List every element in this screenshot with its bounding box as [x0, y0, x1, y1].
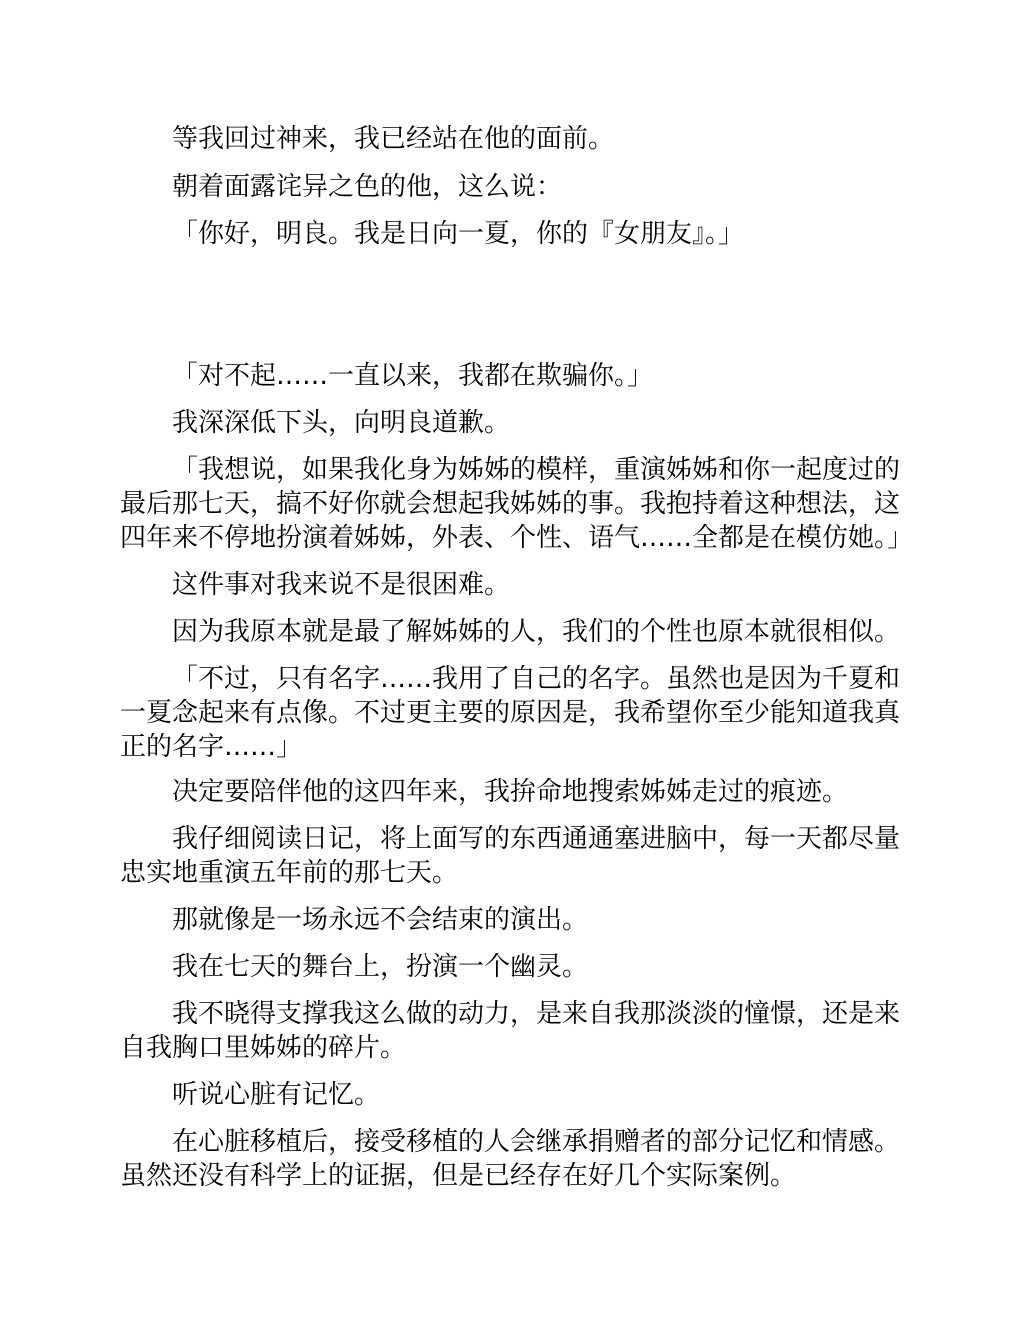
paragraph-9: 「不过，只有名字……我用了自己的名字。虽然也是因为千夏和一夏念起来有点像。不过更主要的原因是，我希望你至少能知道我真正的名字……」 [120, 664, 901, 762]
paragraph-7: 这件事对我来说不是很困难。 [172, 570, 511, 600]
paragraph-5: 我深深低下头，向明良道歉。 [172, 408, 511, 438]
paragraph-3: 「你好，明良。我是日向一夏，你的『女朋友』。」 [172, 219, 745, 249]
paragraph-4: 「对不起……一直以来，我都在欺骗你。」 [172, 361, 654, 391]
paragraph-1: 等我回过神来，我已经站在他的面前。 [172, 124, 615, 154]
paragraph-15: 听说心脏有记忆。 [172, 1080, 381, 1110]
paragraph-11: 我仔细阅读日记，将上面写的东西通通塞进脑中，每一天都尽量忠实地重演五年前的那七天。 [120, 824, 901, 888]
paragraph-2: 朝着面露诧异之色的他，这么说： [172, 172, 563, 202]
paragraph-13: 我在七天的舞台上，扮演一个幽灵。 [172, 952, 589, 982]
paragraph-10: 决定要陪伴他的这四年来，我拚命地搜索姊姊走过的痕迹。 [172, 777, 849, 807]
paragraph-16: 在心脏移植后，接受移植的人会继承捐赠者的部分记忆和情感。虽然还没有科学上的证据，但是已经存在好几个实际案例。 [120, 1127, 901, 1191]
paragraph-12: 那就像是一场永远不会结束的演出。 [172, 905, 589, 935]
paragraph-8: 因为我原本就是最了解姊姊的人，我们的个性也原本就很相似。 [172, 617, 901, 647]
paragraph-6: 「我想说，如果我化身为姊姊的模样，重演姊姊和你一起度过的最后那七天，搞不好你就会想起我姊姊的事。我抱持着这种想法，这四年来不停地扮演着姊姊，外表、个性、语气……全都是在模仿她。」 [120, 455, 914, 553]
paragraph-14: 我不晓得支撑我这么做的动力，是来自我那淡淡的憧憬，还是来自我胸口里姊姊的碎片。 [120, 999, 901, 1063]
